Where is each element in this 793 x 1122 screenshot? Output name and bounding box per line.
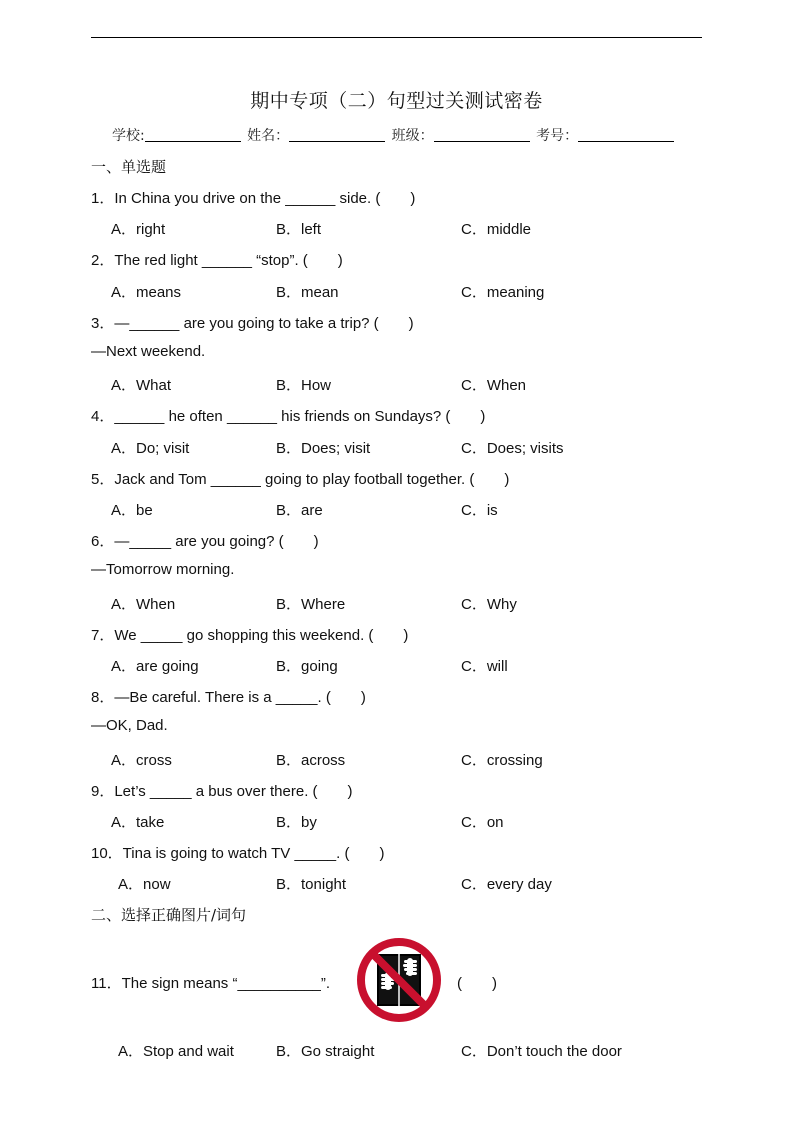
question-2-option-c[interactable]: C．meaning <box>461 284 545 301</box>
section-heading-single-choice: 一、单选题 <box>91 158 167 176</box>
no-touching-door-sign-icon <box>355 936 443 1024</box>
number-blank[interactable] <box>578 127 674 142</box>
question-8-stem: 8．—Be careful. There is a _____. ( ) <box>91 689 366 706</box>
question-1-option-b[interactable]: B．left <box>276 221 322 238</box>
question-4-option-b[interactable]: B．Does; visit <box>276 440 371 457</box>
question-8-dialogue-answer: —OK, Dad. <box>91 717 168 734</box>
question-9-option-a[interactable]: A．take <box>111 814 165 831</box>
question-3-stem: 3．—______ are you going to take a trip? ( ) <box>91 315 414 332</box>
question-8-option-b[interactable]: B．across <box>276 752 346 769</box>
question-10-option-a[interactable]: A．now <box>118 876 171 893</box>
question-4-stem: 4．______ he often ______ his friends on Sundays? ( ) <box>91 408 486 425</box>
student-info-line <box>112 125 676 145</box>
class-blank[interactable] <box>434 127 530 142</box>
question-3-dialogue-answer: —Next weekend. <box>91 343 206 360</box>
question-9-option-c[interactable]: C．on <box>461 814 504 831</box>
top-rule <box>91 37 702 38</box>
question-10-option-b[interactable]: B．tonight <box>276 876 347 893</box>
question-2-stem: 2．The red light ______ “stop”. ( ) <box>91 252 343 269</box>
question-10-option-c[interactable]: C．every day <box>461 876 552 893</box>
question-1-option-a[interactable]: A．right <box>111 221 166 238</box>
question-7-option-b[interactable]: B．going <box>276 658 338 675</box>
question-8-option-c[interactable]: C．crossing <box>461 752 543 769</box>
question-2-option-a[interactable]: A．means <box>111 284 182 301</box>
question-4-option-a[interactable]: A．Do; visit <box>111 440 190 457</box>
question-3-option-a[interactable]: A．What <box>111 377 172 394</box>
page-title: 期中专项（二）句型过关测试密卷 <box>250 90 543 112</box>
question-9-option-b[interactable]: B．by <box>276 814 317 831</box>
question-6-option-c[interactable]: C．Why <box>461 596 517 613</box>
question-4-option-c[interactable]: C．Does; visits <box>461 440 564 457</box>
class-label: 班级： <box>391 128 434 144</box>
question-5-option-c[interactable]: C．is <box>461 502 498 519</box>
question-11-option-a[interactable]: A．Stop and wait <box>118 1043 234 1060</box>
question-6-option-a[interactable]: A．When <box>111 596 176 613</box>
question-7-option-c[interactable]: C．will <box>461 658 508 675</box>
question-11-option-b[interactable]: B．Go straight <box>276 1043 375 1060</box>
question-11-answer-paren[interactable]: ( ) <box>457 975 497 992</box>
question-7-option-a[interactable]: A．are going <box>111 658 199 675</box>
question-6-stem: 6．—_____ are you going? ( ) <box>91 533 319 550</box>
question-9-stem: 9．Let’s _____ a bus over there. ( ) <box>91 783 353 800</box>
question-3-option-c[interactable]: C．When <box>461 377 527 394</box>
section-heading-picture-choice: 二、选择正确图片/词句 <box>91 906 247 924</box>
question-2-option-b[interactable]: B．mean <box>276 284 339 301</box>
school-blank[interactable] <box>145 127 241 142</box>
name-blank[interactable] <box>289 127 385 142</box>
question-3-option-b[interactable]: B．How <box>276 377 332 394</box>
question-1-option-c[interactable]: C．middle <box>461 221 532 238</box>
number-label: 考号： <box>536 128 579 144</box>
school-label: 学校: <box>112 128 145 144</box>
question-5-option-b[interactable]: B．are <box>276 502 323 519</box>
name-label: 姓名： <box>247 128 290 144</box>
question-1-stem: 1．In China you drive on the ______ side. ( ) <box>91 190 416 207</box>
question-5-option-a[interactable]: A．be <box>111 502 153 519</box>
question-5-stem: 5．Jack and Tom ______ going to play football together. ( ) <box>91 471 510 488</box>
question-11-stem: 11．The sign means “__________”. <box>91 975 331 992</box>
question-7-stem: 7．We _____ go shopping this weekend. ( ) <box>91 627 409 644</box>
question-6-option-b[interactable]: B．Where <box>276 596 346 613</box>
question-10-stem: 10．Tina is going to watch TV _____. ( ) <box>91 845 385 862</box>
question-6-dialogue-answer: —Tomorrow morning. <box>91 561 235 578</box>
question-11-option-c[interactable]: C．Don’t touch the door <box>461 1043 622 1060</box>
question-8-option-a[interactable]: A．cross <box>111 752 172 769</box>
